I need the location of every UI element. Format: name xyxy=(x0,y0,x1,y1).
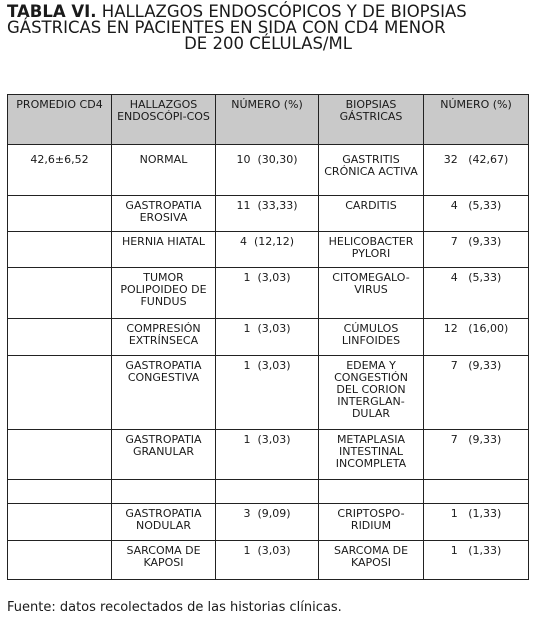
biopsia-cell: METAPLASIA INTESTINAL INCOMPLETA xyxy=(319,430,424,480)
cd4-cell xyxy=(8,319,112,356)
numero-hallazgo-cell: 1 (3,03) xyxy=(216,356,319,430)
numero-hallazgo-cell: 1 (3,03) xyxy=(216,268,319,319)
title-text-1: HALLAZGOS ENDOSCÓPICOS Y DE BIOPSIAS xyxy=(101,2,467,21)
numero-hallazgo-cell: 3 (9,09) xyxy=(216,504,319,541)
cd4-cell xyxy=(8,196,112,232)
hallazgo-cell: GASTROPATIA CONGESTIVA xyxy=(112,356,216,430)
numero-hallazgo-cell: 4 (12,12) xyxy=(216,232,319,268)
hallazgo-cell: NORMAL xyxy=(112,145,216,196)
numero-biopsia-cell: 1 (1,33) xyxy=(424,541,529,580)
cd4-cell xyxy=(8,232,112,268)
hallazgo-cell: GASTROPATIA NODULAR xyxy=(112,504,216,541)
biopsia-cell: HELICOBACTER PYLORI xyxy=(319,232,424,268)
numero-hallazgo-cell: 10 (30,30) xyxy=(216,145,319,196)
cd4-cell xyxy=(8,541,112,580)
numero-biopsia-cell: 12 (16,00) xyxy=(424,319,529,356)
header-biopsias: BIOPSIAS GÁSTRICAS xyxy=(319,95,424,145)
numero-hallazgo-cell: 11 (33,33) xyxy=(216,196,319,232)
header-cd4: PROMEDIO CD4 xyxy=(8,95,112,145)
table-row xyxy=(8,504,529,541)
numero-biopsia-cell: 4 (5,33) xyxy=(424,196,529,232)
numero-hallazgo-cell: 1 (3,03) xyxy=(216,319,319,356)
table-row xyxy=(8,356,529,430)
biopsia-cell xyxy=(319,480,424,504)
biopsia-cell: EDEMA Y CONGESTIÓN DEL CORION INTERGLAN-DULAR xyxy=(319,356,424,430)
table-row xyxy=(8,319,529,356)
numero-hallazgo-cell: 1 (3,03) xyxy=(216,541,319,580)
cd4-cell xyxy=(8,356,112,430)
table-row xyxy=(8,268,529,319)
findings-table xyxy=(7,94,529,580)
title-line-2: GÁSTRICAS EN PACIENTES EN SIDA CON CD4 MENOR xyxy=(7,18,446,37)
numero-hallazgo-cell xyxy=(216,480,319,504)
numero-biopsia-cell xyxy=(424,480,529,504)
header-numero-biopsias: NÚMERO (%) xyxy=(424,95,529,145)
cd4-cell xyxy=(8,268,112,319)
table-row xyxy=(8,541,529,580)
numero-biopsia-cell: 7 (9,33) xyxy=(424,356,529,430)
biopsia-cell: CITOMEGALO-VIRUS xyxy=(319,268,424,319)
cd4-cell xyxy=(8,504,112,541)
cd4-cell: 42,6±6,52 xyxy=(8,145,112,196)
cd4-cell xyxy=(8,480,112,504)
biopsia-cell: SARCOMA DE KAPOSI xyxy=(319,541,424,580)
table-row xyxy=(8,196,529,232)
table-row xyxy=(8,232,529,268)
hallazgo-cell: GASTROPATIA GRANULAR xyxy=(112,430,216,480)
table-title xyxy=(7,4,529,52)
header-numero-hallazgos: NÚMERO (%) xyxy=(216,95,319,145)
numero-biopsia-cell: 1 (1,33) xyxy=(424,504,529,541)
table-row xyxy=(8,430,529,480)
hallazgo-cell: COMPRESIÓN EXTRÍNSECA xyxy=(112,319,216,356)
biopsia-cell: GASTRITIS CRÓNICA ACTIVA xyxy=(319,145,424,196)
biopsia-cell: CÚMULOS LINFOIDES xyxy=(319,319,424,356)
numero-hallazgo-cell: 1 (3,03) xyxy=(216,430,319,480)
hallazgo-cell: GASTROPATIA EROSIVA xyxy=(112,196,216,232)
numero-biopsia-cell: 32 (42,67) xyxy=(424,145,529,196)
hallazgo-cell: TUMOR POLIPOIDEO DE FUNDUS xyxy=(112,268,216,319)
header-hallazgos: HALLAZGOS ENDOSCÓPI-COS xyxy=(112,95,216,145)
hallazgo-cell: SARCOMA DE KAPOSI xyxy=(112,541,216,580)
header-row xyxy=(8,95,529,145)
table-number-label: TABLA VI. xyxy=(7,2,97,21)
hallazgo-cell xyxy=(112,480,216,504)
biopsia-cell: CARDITIS xyxy=(319,196,424,232)
table-row xyxy=(8,145,529,196)
title-line-3: DE 200 CÉLULAS/ML xyxy=(184,34,352,53)
numero-biopsia-cell: 7 (9,33) xyxy=(424,430,529,480)
cd4-cell xyxy=(8,430,112,480)
hallazgo-cell: HERNIA HIATAL xyxy=(112,232,216,268)
biopsia-cell: CRIPTOSPO-RIDIUM xyxy=(319,504,424,541)
table-row xyxy=(8,480,529,504)
numero-biopsia-cell: 4 (5,33) xyxy=(424,268,529,319)
source-footnote: Fuente: datos recolectados de las historias clínicas. xyxy=(7,600,342,615)
numero-biopsia-cell: 7 (9,33) xyxy=(424,232,529,268)
